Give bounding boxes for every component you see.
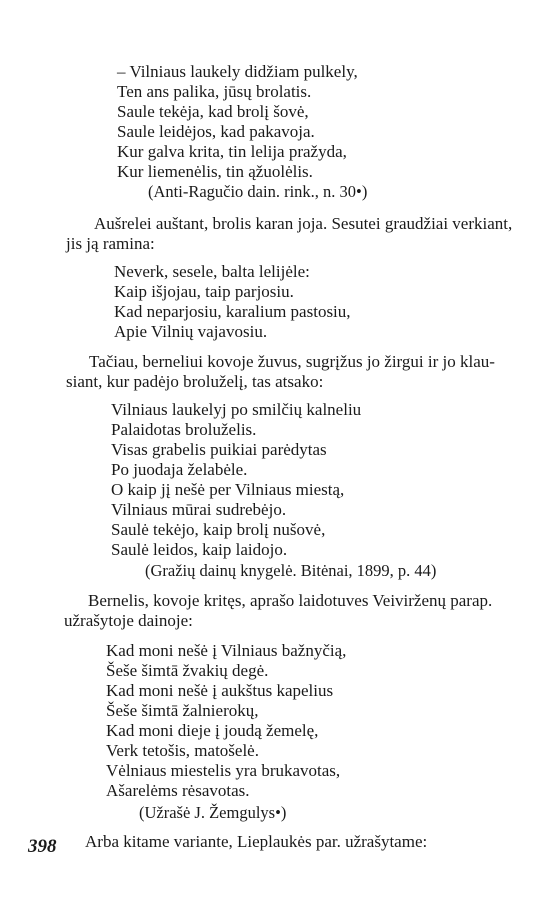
- poem-line: O kaip jį nešė per Vilniaus miestą,: [111, 480, 345, 499]
- poem-line: Vėlniaus miestelis yra brukavotas,: [106, 761, 341, 780]
- poem-line: Visas grabelis puikiai parėdytas: [111, 440, 327, 459]
- source-citation: (Užrašė J. Žemgulys•): [139, 803, 287, 822]
- poem-line: Ten ans palika, jūsų brolatis.: [117, 82, 312, 101]
- source-citation: (Anti-Ragučio dain. rink., n. 30•): [148, 182, 368, 201]
- prose-line: jis ją ramina:: [66, 234, 155, 253]
- poem-line: Kad neparjosiu, karalium pastosiu,: [114, 302, 351, 321]
- poem-line: Saule tekėja, kad brolį šovė,: [117, 102, 309, 121]
- poem-line: Po juodaja želabėle.: [111, 460, 248, 479]
- poem-line: Šeše šimtā žvakių degė.: [106, 661, 269, 680]
- poem-line: Kad moni nešė į Vilniaus bažnyčią,: [106, 641, 347, 660]
- poem-line: Kaip išjojau, taip parjosiu.: [114, 282, 294, 301]
- prose-line: Bernelis, kovoje kritęs, aprašo laidotuves Veivirženų parap.: [88, 591, 493, 610]
- prose-line: siant, kur padėjo broluželį, tas atsako:: [66, 372, 324, 391]
- poem-line: Ašarelėms rėsavotas.: [106, 781, 250, 800]
- poem-line: Apie Vilnių vajavosiu.: [114, 322, 268, 341]
- prose-line: Aušrelei auštant, brolis karan joja. Sesutei graudžiai verkiant,: [94, 214, 513, 233]
- prose-line: Tačiau, berneliui kovoje žuvus, sugrįžus jo žirgui ir jo klau-: [89, 352, 495, 371]
- poem-line: Saulė tekėjo, kaip brolį nušovė,: [111, 520, 326, 539]
- poem-line: Verk tetošis, matošelė.: [106, 741, 259, 760]
- poem-line: Kur galva krita, tin lelija pražyda,: [117, 142, 347, 161]
- poem-line: Kad moni nešė į aukštus kapelius: [106, 681, 334, 700]
- poem-line: Kad moni dieje į joudą žemelę,: [106, 721, 319, 740]
- poem-line: – Vilniaus laukely didžiam pulkely,: [117, 62, 358, 81]
- poem-line: Neverk, sesele, balta lelijėle:: [114, 262, 310, 281]
- page-number: 398: [28, 836, 57, 857]
- poem-line: Vilniaus mūrai sudrebėjo.: [111, 500, 287, 519]
- prose-line: užrašytoje dainoje:: [64, 611, 193, 630]
- poem-line: Palaidotas broluželis.: [111, 420, 257, 439]
- prose-line: Arba kitame variante, Lieplaukės par. užrašytame:: [85, 832, 428, 851]
- poem-line: Kur liemenėlis, tin ąžuolėlis.: [117, 162, 313, 181]
- source-citation: (Gražių dainų knygelė. Bitėnai, 1899, p. 44): [145, 561, 437, 580]
- poem-line: Saulė leidos, kaip laidojo.: [111, 540, 288, 559]
- poem-line: Vilniaus laukelyj po smilčių kalneliu: [111, 400, 362, 419]
- poem-line: Saule leidėjos, kad pakavoja.: [117, 122, 315, 141]
- poem-line: Šeše šimtā žalnierokų,: [106, 701, 259, 720]
